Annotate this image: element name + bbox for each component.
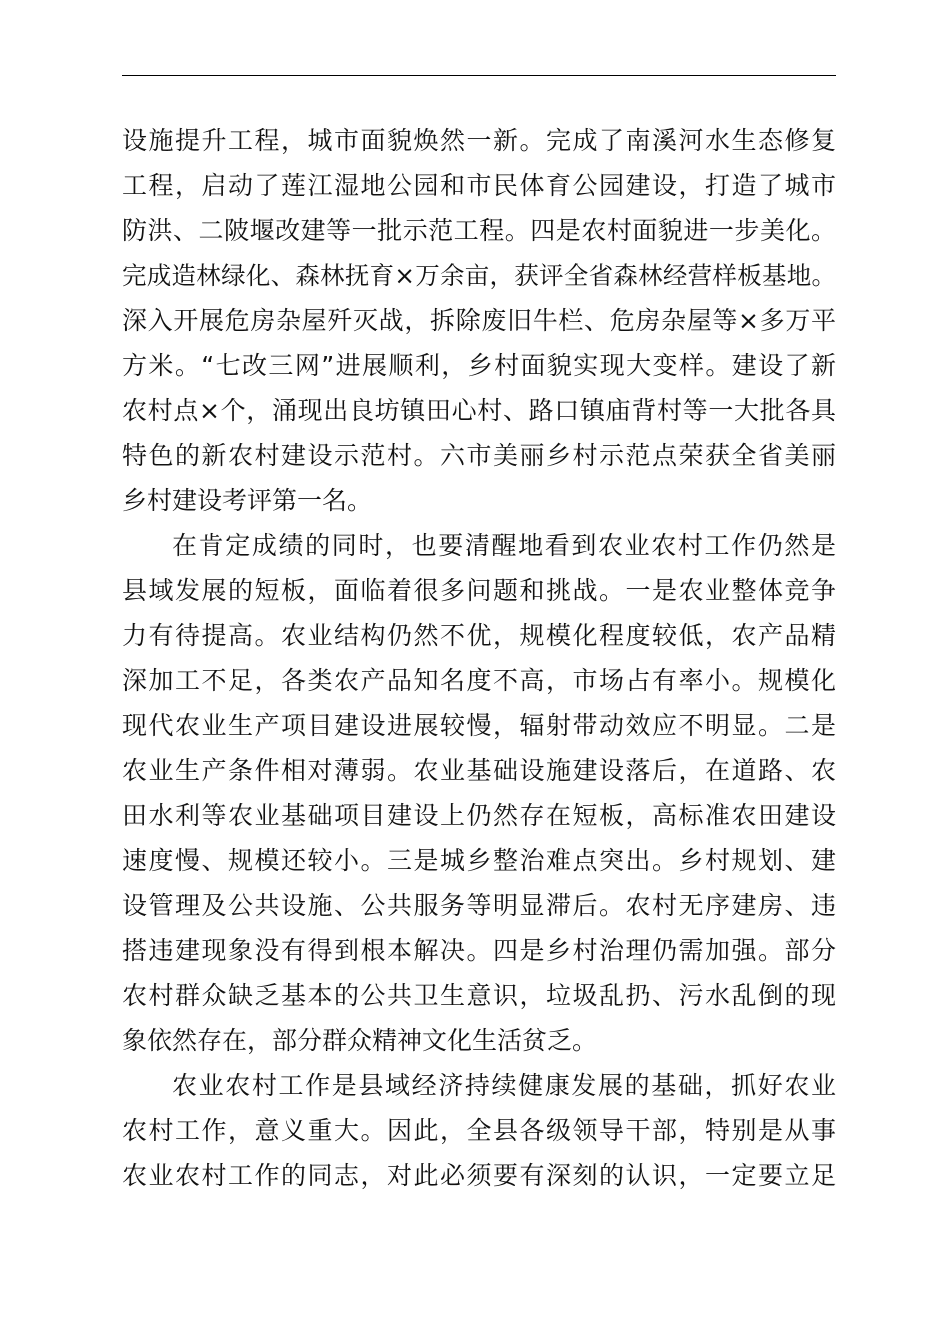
paragraph-1-line-4: 完成造林绿化、森林抚育×万余亩，获评全省森林经营样板基地。	[122, 261, 836, 290]
paragraph-2-line-5: 现代农业生产项目建设进展较慢，辐射带动效应不明显。二是	[122, 711, 836, 740]
paragraph-1-line-8: 特色的新农村建设示范村。六市美丽乡村示范点荣获全省美丽	[122, 441, 836, 470]
paragraph-1-line-1: 设施提升工程，城市面貌焕然一新。完成了南溪河水生态修复	[122, 126, 836, 155]
paragraph-1-line-9: 乡村建设考评第一名。	[122, 486, 373, 515]
paragraph-2-line-7: 田水利等农业基础项目建设上仍然存在短板，高标准农田建设	[122, 801, 836, 830]
paragraph-1-line-7: 农村点×个，涌现出良坊镇田心村、路口镇庙背村等一大批各具	[122, 396, 836, 425]
paragraph-2-line-10: 搭违建现象没有得到根本解决。四是乡村治理仍需加强。部分	[122, 936, 836, 965]
paragraph-2-line-8: 速度慢、规模还较小。三是城乡整治难点突出。乡村规划、建	[122, 846, 836, 875]
paragraph-3-line-1: 农业农村工作是县域经济持续健康发展的基础，抓好农业	[172, 1071, 836, 1100]
paragraph-2-line-9: 设管理及公共设施、公共服务等明显滞后。农村无序建房、违	[122, 891, 836, 920]
paragraph-1-line-3: 防洪、二陂堰改建等一批示范工程。四是农村面貌进一步美化。	[122, 216, 836, 245]
paragraph-2-line-2: 县域发展的短板，面临着很多问题和挑战。一是农业整体竞争	[122, 576, 836, 605]
paragraph-2-line-11: 农村群众缺乏基本的公共卫生意识，垃圾乱扔、污水乱倒的现	[122, 981, 836, 1010]
paragraph-2-line-3: 力有待提高。农业结构仍然不优，规模化程度较低，农产品精	[122, 621, 836, 650]
paragraph-2-line-6: 农业生产条件相对薄弱。农业基础设施建设落后，在道路、农	[122, 756, 836, 785]
header-rule	[122, 75, 836, 76]
paragraph-2-line-4: 深加工不足，各类农产品知名度不高，市场占有率小。规模化	[122, 666, 836, 695]
paragraph-2-line-12: 象依然存在，部分群众精神文化生活贫乏。	[122, 1026, 598, 1055]
paragraph-3-line-3: 农业农村工作的同志，对此必须要有深刻的认识，一定要立足	[122, 1161, 836, 1190]
paragraph-1-line-2: 工程，启动了莲江湿地公园和市民体育公园建设，打造了城市	[122, 171, 836, 200]
paragraph-3-line-2: 农村工作，意义重大。因此，全县各级领导干部，特别是从事	[122, 1116, 836, 1145]
paragraph-1-line-5: 深入开展危房杂屋歼灭战，拆除废旧牛栏、危房杂屋等×多万平	[122, 306, 836, 335]
paragraph-2-line-1: 在肯定成绩的同时，也要清醒地看到农业农村工作仍然是	[172, 531, 836, 560]
paragraph-1-line-6: 方米。“七改三网”进展顺利，乡村面貌实现大变样。建设了新	[122, 351, 836, 380]
